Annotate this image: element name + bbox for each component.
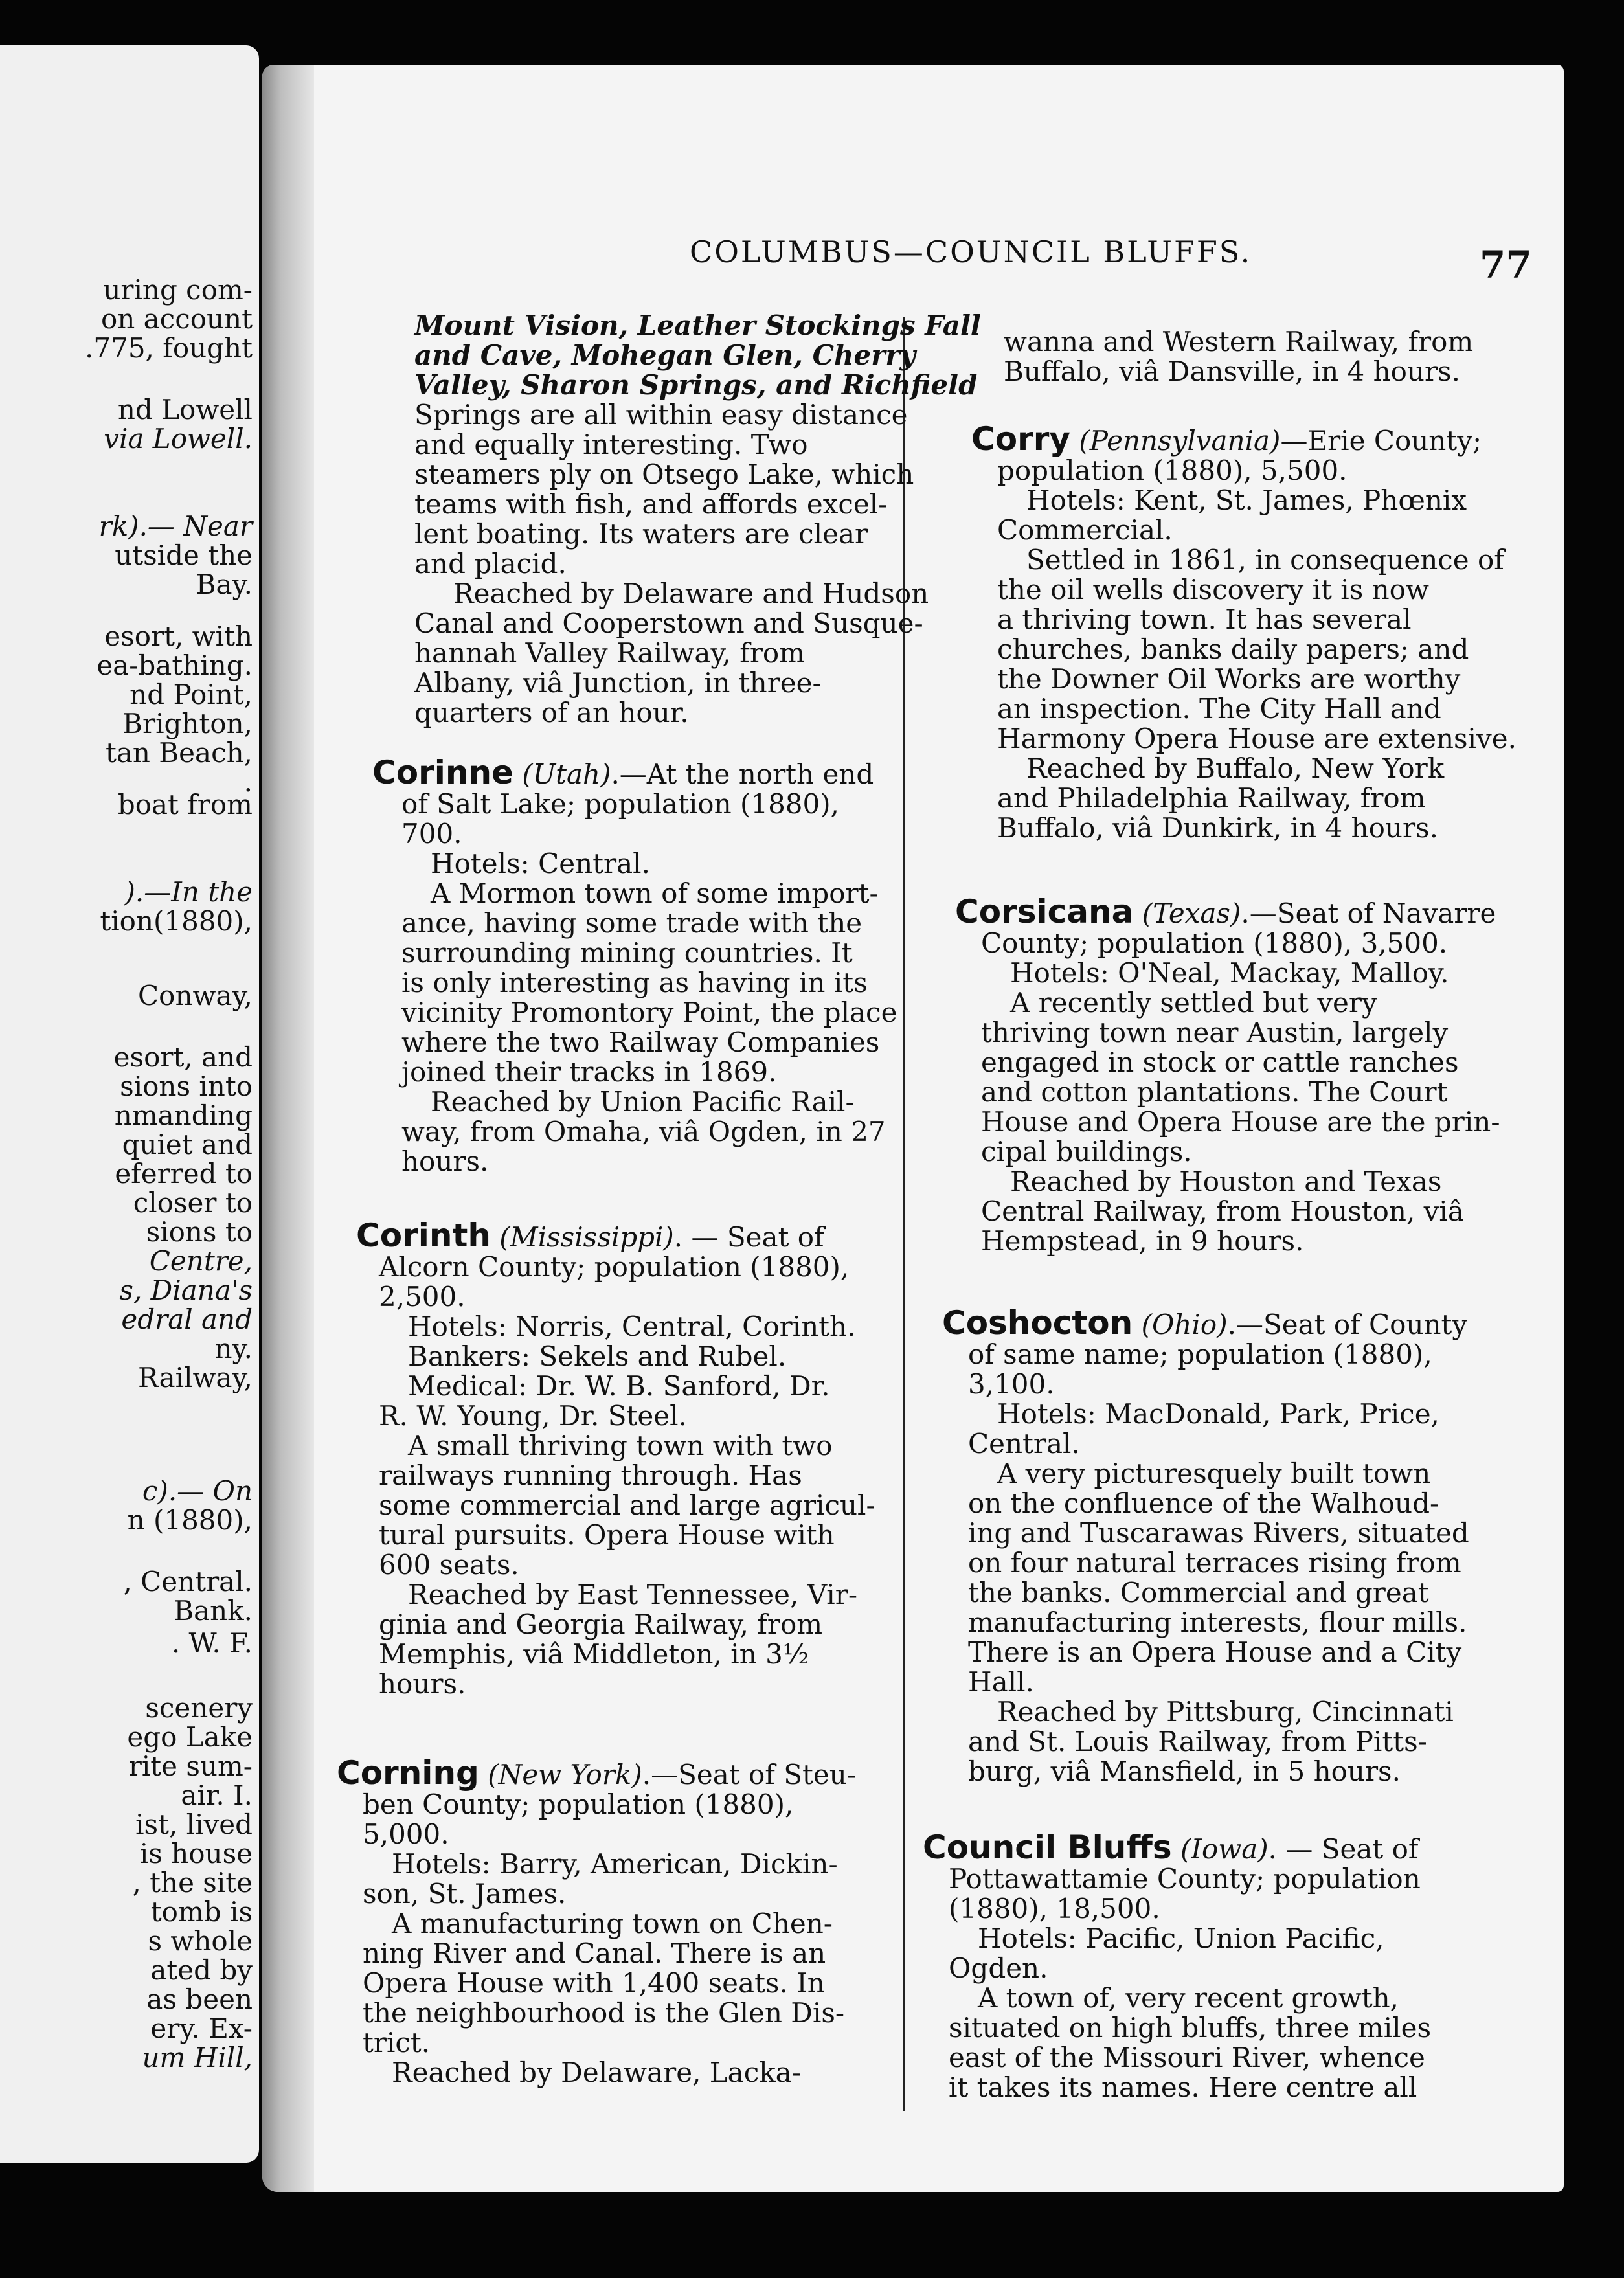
entry-state: (Pennsylvania) <box>1079 425 1281 457</box>
left-page-line: c).— On <box>142 1475 253 1507</box>
entry-intro: . — Seat of <box>673 1221 824 1253</box>
entry-intro: —Erie County; <box>1280 425 1482 457</box>
left-page-line: as been <box>146 1983 253 2015</box>
text-line: Reached by Buffalo, New York <box>1026 752 1445 784</box>
left-page-line: via Lowell. <box>104 423 253 455</box>
left-page-line: Bay. <box>196 569 253 600</box>
text-line: Central Railway, from Houston, viâ <box>981 1195 1464 1227</box>
left-page-line: ea-bathing. <box>96 649 253 681</box>
text-line: Opera House with 1,400 seats. In <box>363 1967 825 1999</box>
text-line: Ogden. <box>949 1952 1048 1984</box>
entry-body <box>337 1790 907 2088</box>
text-line: some commercial and large agricul- <box>379 1489 875 1521</box>
left-page-line: eferred to <box>115 1158 253 1190</box>
text-line: Hotels: Pacific, Union Pacific, <box>978 1923 1384 1954</box>
text-line: Canal and Cooperstown and Susque- <box>414 607 923 639</box>
text-line: vicinity Promontory Point, the place <box>401 997 897 1028</box>
entry-state: (Ohio) <box>1141 1309 1228 1340</box>
text-line: and St. Louis Railway, from Pitts- <box>968 1726 1427 1757</box>
entry-state: (New York) <box>488 1759 642 1790</box>
text-line: Reached by East Tennessee, Vir- <box>408 1579 858 1610</box>
left-page-line: air. I. <box>181 1779 253 1811</box>
entry-corinth <box>356 1217 919 1700</box>
text-line: Central. <box>968 1428 1080 1460</box>
entry-body <box>942 1340 1512 1787</box>
text-line: an inspection. The City Hall and <box>997 693 1441 725</box>
left-page-line: tion(1880), <box>100 905 253 937</box>
left-page-line: tan Beach, <box>105 737 253 769</box>
entry-body <box>971 456 1541 843</box>
text-line: Hotels: O'Neal, Mackay, Malloy. <box>1010 957 1449 989</box>
left-page-line: ery. Ex- <box>150 2013 253 2044</box>
entry-intro: .—Seat of Navarre <box>1241 897 1496 929</box>
entry-corning <box>337 1754 907 2088</box>
left-page-line: um Hill, <box>142 2042 253 2073</box>
text-line: tural pursuits. Opera House with <box>379 1519 835 1551</box>
text-line: 600 seats. <box>379 1549 519 1581</box>
text-line: A town of, very recent growth, <box>978 1982 1399 2014</box>
text-line: Hotels: MacDonald, Park, Price, <box>997 1398 1439 1430</box>
text-line: A small thriving town with two <box>408 1430 833 1461</box>
left-page-line: on account <box>100 303 253 335</box>
entry-body <box>923 1864 1506 2103</box>
text-line: ben County; population (1880), <box>363 1788 794 1820</box>
text-line: burg, viâ Mansfield, in 5 hours. <box>968 1755 1401 1787</box>
text-line: ance, having some trade with the <box>401 907 863 939</box>
left-page-line: ).—In the <box>124 876 253 908</box>
text-line: Harmony Opera House are extensive. <box>997 723 1517 754</box>
text-line: Springs are all within easy distance <box>414 399 908 431</box>
text-line: son, St. James. <box>363 1878 567 1910</box>
entry-body <box>955 929 1525 1256</box>
text-line: A very picturesquely built town <box>997 1458 1431 1489</box>
left-page-line: is house <box>139 1838 253 1869</box>
text-line: Memphis, viâ Middleton, in 3½ <box>379 1638 809 1670</box>
left-page-line: , Central. <box>123 1566 253 1597</box>
left-page-line: uring com- <box>103 274 253 306</box>
text-line: ginia and Georgia Railway, from <box>379 1608 823 1640</box>
text-line: County; population (1880), 3,500. <box>981 927 1448 959</box>
left-page-line: . W. F. <box>171 1627 253 1659</box>
text-line: Alcorn County; population (1880), <box>379 1251 850 1283</box>
text-line: R. W. Young, Dr. Steel. <box>379 1400 687 1432</box>
text-line: Valley, Sharon Springs, and Richfield <box>414 369 978 401</box>
left-page-line: edral and <box>121 1303 253 1335</box>
text-line: A Mormon town of some import- <box>431 877 879 909</box>
text-line: the neighbourhood is the Glen Dis- <box>363 1997 845 2029</box>
text-line: 3,100. <box>968 1368 1055 1400</box>
left-page-line: . <box>243 766 253 798</box>
text-line: Reached by Pittsburg, Cincinnati <box>997 1696 1454 1728</box>
left-page-line: Conway, <box>138 980 253 1011</box>
left-page-line: esort, and <box>113 1041 253 1073</box>
left-page-line: closer to <box>133 1187 253 1219</box>
text-line: ning River and Canal. There is an <box>363 1937 826 1969</box>
text-line: (1880), 18,500. <box>949 1893 1160 1924</box>
column-1-top <box>414 310 981 728</box>
text-line: hannah Valley Railway, from <box>414 637 806 669</box>
text-line: churches, banks daily papers; and <box>997 633 1469 665</box>
text-line: on the confluence of the Walhoud- <box>968 1487 1439 1519</box>
text-line: where the two Railway Companies <box>401 1026 880 1058</box>
text-line: Pottawattamie County; population <box>949 1863 1421 1895</box>
text-line: There is an Opera House and a City <box>968 1636 1462 1668</box>
text-line: cipal buildings. <box>981 1136 1192 1167</box>
text-line: and equally interesting. Two <box>414 429 808 460</box>
left-page-line: ated by <box>150 1954 253 1986</box>
entry-state: (Utah) <box>522 758 611 790</box>
text-line: quarters of an hour. <box>414 697 689 728</box>
left-page-line: Railway, <box>138 1362 253 1393</box>
entry-corinne <box>372 754 929 1177</box>
left-page-line: boat from <box>117 789 253 820</box>
text-line: is only interesting as having in its <box>401 967 868 998</box>
text-line: teams with fish, and affords excel- <box>414 488 888 520</box>
text-line: the oil wells discovery it is now <box>997 574 1429 605</box>
text-line: east of the Missouri River, whence <box>949 2042 1425 2073</box>
page-number: 77 <box>1480 243 1532 287</box>
entry-title: Corry <box>971 420 1070 458</box>
left-page-line: Centre, <box>149 1245 253 1277</box>
text-line: House and Opera House are the prin- <box>981 1106 1500 1138</box>
text-line: and placid. <box>414 548 567 580</box>
entry-title: Corning <box>337 1754 479 1792</box>
text-line: situated on high bluffs, three miles <box>949 2012 1432 2044</box>
text-line: trict. <box>363 2027 431 2058</box>
entry-state: (Mississippi) <box>499 1221 674 1253</box>
text-line: Hotels: Central. <box>431 848 650 879</box>
text-line: of same name; population (1880), <box>968 1338 1432 1370</box>
text-line: hours. <box>401 1145 489 1177</box>
entry-council-bluffs <box>923 1829 1506 2103</box>
running-title: COLUMBUS—COUNCIL BLUFFS. <box>690 234 1252 269</box>
entry-corsicana <box>955 893 1525 1257</box>
text-line: Hotels: Kent, St. James, Phœnix <box>1026 484 1467 516</box>
left-page-line: nmanding <box>114 1100 253 1131</box>
entry-body <box>372 789 929 1177</box>
text-line: thriving town near Austin, largely <box>981 1017 1449 1048</box>
text-line: steamers ply on Otsego Lake, which <box>414 458 914 490</box>
text-line: a thriving town. It has several <box>997 603 1412 635</box>
text-line: Albany, viâ Junction, in three- <box>414 667 822 699</box>
left-page-line: utside the <box>115 539 253 571</box>
left-page-line: ist, lived <box>135 1809 253 1840</box>
text-line: A recently settled but very <box>1010 987 1377 1019</box>
left-page-line: s whole <box>148 1925 253 1957</box>
left-page-line: Bank. <box>174 1595 253 1627</box>
text-line: railways running through. Has <box>379 1460 802 1491</box>
left-page-line: scenery <box>145 1692 253 1724</box>
left-page-line: n (1880), <box>127 1504 253 1536</box>
left-page-line: ny. <box>214 1333 253 1364</box>
text-line: surrounding mining countries. It <box>401 937 853 969</box>
text-line: 2,500. <box>379 1281 466 1313</box>
text-line: the banks. Commercial and great <box>968 1577 1429 1608</box>
text-line: it takes its names. Here centre all <box>949 2071 1417 2103</box>
text-line: Reached by Union Pacific Rail- <box>431 1086 855 1118</box>
text-line: Mount Vision, Leather Stockings Fall <box>414 310 981 341</box>
text-line: Medical: Dr. W. B. Sanford, Dr. <box>408 1370 830 1402</box>
text-line: Hotels: Barry, American, Dickin- <box>392 1848 838 1880</box>
text-line: engaged in stock or cattle ranches <box>981 1046 1459 1078</box>
left-page-line: nd Lowell <box>117 394 253 425</box>
left-page-line: Brighton, <box>122 708 253 739</box>
entry-intro: . — Seat of <box>1268 1833 1419 1865</box>
text-line: lent boating. Its waters are clear <box>414 518 868 550</box>
left-page-line: rite sum- <box>128 1750 253 1782</box>
text-line: Buffalo, viâ Dunkirk, in 4 hours. <box>997 812 1438 844</box>
entry-intro: .—Seat of Steu- <box>642 1759 856 1790</box>
column-2-top <box>1004 327 1548 387</box>
entry-title: Council Bluffs <box>923 1829 1172 1866</box>
entry-state: (Iowa) <box>1180 1833 1269 1865</box>
text-line: A manufacturing town on Chen- <box>392 1908 833 1939</box>
text-line: Reached by Houston and Texas <box>1010 1166 1442 1197</box>
entry-title: Corinth <box>356 1217 491 1254</box>
text-line: Hall. <box>968 1666 1034 1698</box>
text-line: Reached by Delaware and Hudson <box>453 578 929 609</box>
text-line: Reached by Delaware, Lacka- <box>392 2057 801 2088</box>
text-line: on four natural terraces rising from <box>968 1547 1461 1579</box>
text-line: 700. <box>401 818 462 850</box>
text-line: of Salt Lake; population (1880), <box>401 788 839 820</box>
text-line: joined their tracks in 1869. <box>401 1056 777 1088</box>
left-facing-page <box>0 45 259 2163</box>
left-page-line: rk).— Near <box>98 510 253 542</box>
left-page-line: .775, fought <box>85 332 253 364</box>
left-page-line: quiet and <box>122 1129 253 1160</box>
text-line: 5,000. <box>363 1818 449 1850</box>
entry-body <box>356 1252 919 1699</box>
text-line: manufacturing interests, flour mills. <box>968 1607 1467 1638</box>
entry-title: Corsicana <box>955 893 1134 930</box>
entry-coshocton <box>942 1304 1512 1787</box>
left-page-line: tomb is <box>150 1896 253 1928</box>
left-page-line: sions into <box>120 1070 253 1102</box>
text-line: and cotton plantations. The Court <box>981 1076 1448 1108</box>
text-line: ing and Tuscarawas Rivers, situated <box>968 1517 1469 1549</box>
entry-intro: .—At the north end <box>611 758 874 790</box>
entry-corry <box>971 420 1541 844</box>
left-page-line: nd Point, <box>130 679 253 710</box>
text-line: way, from Omaha, viâ Ogden, in 27 <box>401 1116 886 1147</box>
text-line: the Downer Oil Works are worthy <box>997 663 1461 695</box>
text-line: hours. <box>379 1668 466 1700</box>
left-page-line: ego Lake <box>127 1721 253 1753</box>
text-line: Settled in 1861, in consequence of <box>1026 544 1504 576</box>
book-spine-shadow <box>262 65 314 2192</box>
left-page-line: sions to <box>146 1216 253 1248</box>
left-page-line: s, Diana's <box>119 1274 253 1306</box>
entry-title: Corinne <box>372 754 513 791</box>
text-line: Commercial. <box>997 514 1173 546</box>
text-line: Hotels: Norris, Central, Corinth. <box>408 1311 856 1342</box>
text-line: wanna and Western Railway, from <box>1004 326 1474 357</box>
text-line: Buffalo, viâ Dansville, in 4 hours. <box>1004 355 1460 387</box>
entry-title: Coshocton <box>942 1304 1133 1342</box>
text-line: population (1880), 5,500. <box>997 455 1348 486</box>
entry-intro: .—Seat of County <box>1227 1309 1468 1340</box>
text-line: and Philadelphia Railway, from <box>997 782 1426 814</box>
entry-state: (Texas) <box>1142 897 1241 929</box>
text-line: and Cave, Mohegan Glen, Cherry <box>414 339 916 371</box>
left-page-line: esort, with <box>104 620 253 652</box>
left-page-line: , the site <box>132 1867 253 1899</box>
text-line: Bankers: Sekels and Rubel. <box>408 1340 787 1372</box>
text-line: Hempstead, in 9 hours. <box>981 1225 1304 1257</box>
